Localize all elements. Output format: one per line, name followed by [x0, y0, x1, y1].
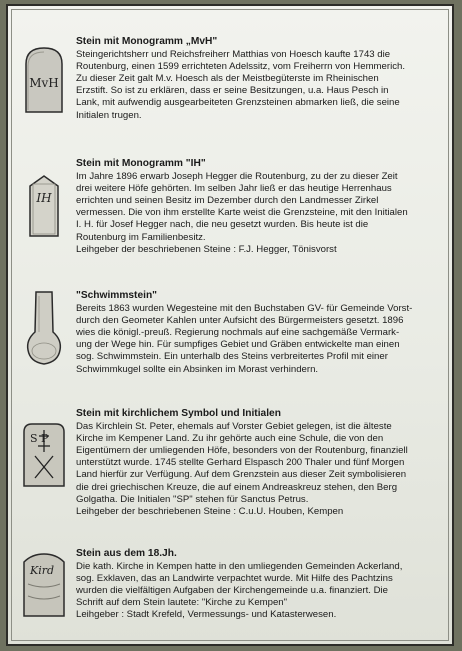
- entry-line: sog. Exklaven, das an Landwirte verpachtet wurde. Mit Hilfe des Pachtzins: [76, 573, 393, 585]
- entry-line: errichten und seinen Besitz im Dezember durch den Landmesser Zirkel: [76, 195, 379, 207]
- entry-line: Das Kirchlein St. Peter, ehemals auf Vorster Gebiet gelegen, ist die älteste: [76, 421, 392, 433]
- entry-line: Eigentümern der umliegenden Höfe, besonders von der Routenburg, finanziell: [76, 445, 408, 457]
- stone-mvh-inscription: MvH: [29, 76, 59, 90]
- entry-text: [76, 158, 442, 256]
- entry-text: [76, 36, 442, 122]
- entry-line: Golgatha. Die Initialen "SP" stehen für Sanctus Petrus.: [76, 493, 309, 505]
- stone-kirchlich-inscription: S P: [30, 432, 49, 445]
- entry-line: Land hierfür zur Verfügung. Auf dem Grenzstein aus dieser Zeit symbolisieren: [76, 469, 407, 481]
- entry-line: Schwimmkugel sollte ein Absinken im Morast verhindern.: [76, 363, 319, 375]
- entry-line: wurden die vielfältigen Aufgaben der Kirchengemeinde u.a. finanziert. Die: [76, 585, 388, 597]
- entry-sponsor: Leihgeber der beschriebenen Steine : C.u.U. Houben, Kempen: [76, 505, 344, 517]
- entry-line: Initialen trugen.: [76, 109, 142, 121]
- entry-line: Zu dieser Zeit galt M.v. Hoesch als der Meistbegüterste im Rheinischen: [76, 73, 379, 85]
- entry-line: Die kath. Kirche in Kempen hatte in den umliegenden Gemeinden Ackerland,: [76, 561, 403, 573]
- stone-18jh-image: [18, 550, 70, 620]
- entry-line: drei weitere Höfe gehörten. Im selben Jahr ließ er das heutige Herrenhaus: [76, 183, 392, 195]
- entry-title: "Schwimmstein": [76, 290, 157, 301]
- stone-kirchlich-image: [18, 418, 70, 488]
- entry-text: [76, 408, 442, 518]
- entry-sponsor: Leihgeber der beschriebenen Steine : F.J. Hegger, Tönisvorst: [76, 243, 337, 255]
- entry-line: wies die königl.-preuß. Regierung nochmals auf eine sachgemäße Vermark-: [76, 327, 400, 339]
- entry-line: unterstützt wurde. 1745 stellte Gerhard Elspasch 200 Thaler und fünf Morgen: [76, 457, 405, 469]
- entry-line: Kirche im Kempener Land. Zu ihr gehörte auch eine Schule, die von den: [76, 433, 384, 445]
- stone-ih-inscription: IH: [36, 191, 52, 205]
- entry-title: Stein mit Monogramm "IH": [76, 158, 206, 169]
- entry-title: Stein aus dem 18.Jh.: [76, 548, 177, 559]
- entry-line: die drei griechischen Kreuze, die auf einem Andreaskreuz stehen, den Berg: [76, 481, 398, 493]
- entry-line: Routenburg im Familienbesitz.: [76, 231, 206, 243]
- entry-line: Erzstift. So ist zu erklären, dass er seine Besitzungen, u.a. Haus Pesch in: [76, 85, 389, 97]
- entry-text: [76, 548, 442, 622]
- entry-line: ung der Wege hin. Für sumpfiges Gebiet und Gräben entwickelte man einen: [76, 339, 400, 351]
- entry-line: sog. Schwimmstein. Ein unterhalb des Steins verbreitertes Profil mit einer: [76, 351, 388, 363]
- entry-line: Lank, mit aufwendig ausgearbeiteten Grenzsteinen abmarken ließ, die seine: [76, 97, 400, 109]
- entry-title: Stein mit kirchlichem Symbol und Initialen: [76, 408, 281, 419]
- stone-schwimmstein-image: [18, 288, 70, 370]
- entry-line: Schrift auf dem Stein lautete: "Kirche zu Kempen": [76, 597, 288, 609]
- entry-line: Steingerichtsherr und Reichsfreiherr Matthias von Hoesch kaufte 1743 die: [76, 49, 391, 61]
- info-plaque: [6, 4, 454, 646]
- entry-sponsor: Leihgeber : Stadt Krefeld, Vermessungs- und Katasterwesen.: [76, 609, 337, 621]
- entry-line: Im Jahre 1896 erwarb Joseph Hegger die Routenburg, zu der zu dieser Zeit: [76, 171, 398, 183]
- entry-line: vermessen. Die von ihm erstellte Karte weist die Grenzsteine, mit den Initialen: [76, 207, 408, 219]
- stone-ih-image: [18, 170, 70, 238]
- entry-line: durch den Geometer Kahlen unter Aufsicht des Bürgermeisters gesetzt. 1896: [76, 315, 404, 327]
- stone-18jh-inscription: Kird: [30, 564, 55, 577]
- entry-line: I. H. für Josef Hegger nach, die neu gesetzt wurden. Bis heute ist die: [76, 219, 369, 231]
- entry-line: Bereits 1863 wurden Wegesteine mit den Buchstaben GV- für Gemeinde Vorst-: [76, 303, 413, 315]
- stone-mvh-image: [18, 42, 70, 114]
- entry-line: Routenburg, einen 1599 errichteten Adelssitz, vom Freiherrn von Hemmerich.: [76, 61, 406, 73]
- entry-text: [76, 290, 442, 376]
- entry-title: Stein mit Monogramm „MvH": [76, 36, 218, 47]
